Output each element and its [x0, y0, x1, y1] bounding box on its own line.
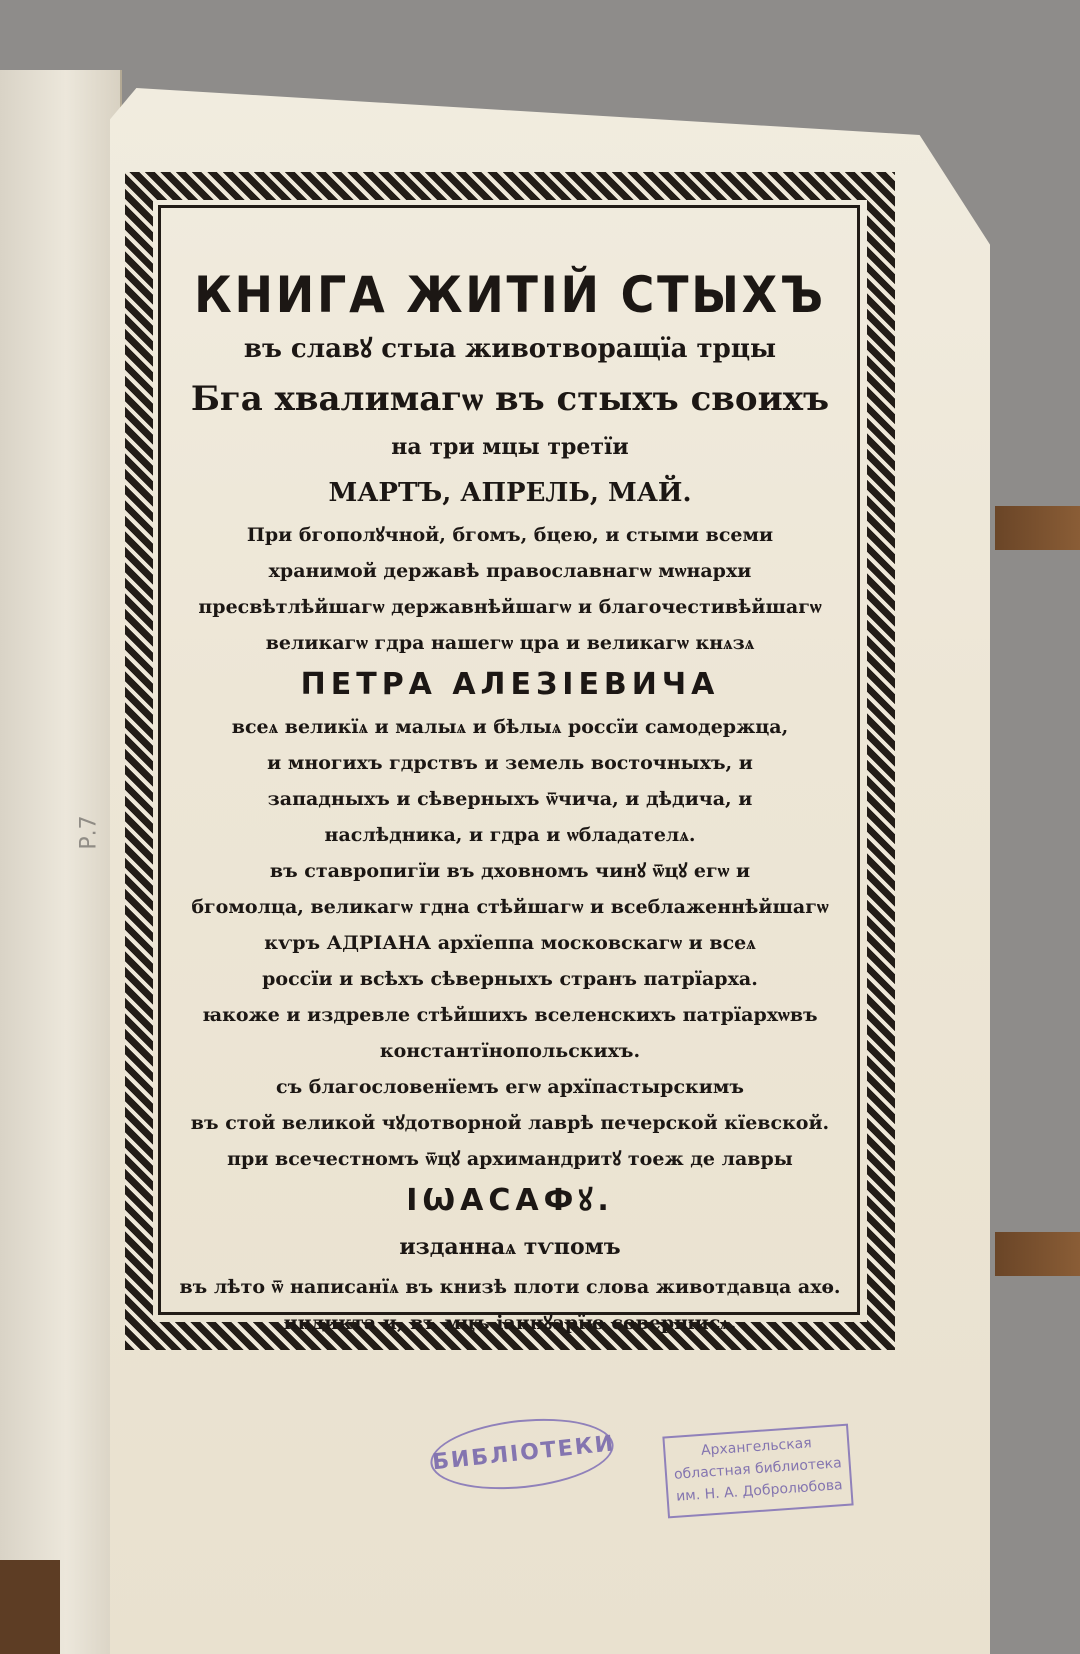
body-line: хранимой державѣ православнагѡ мѡнархи: [268, 560, 752, 582]
shelf-mark: Р.7: [76, 815, 102, 850]
date-line: въ лѣто ѿ написанїѧ въ книзѣ плоти слова животдавца ахѳ.: [179, 1276, 841, 1298]
subtitle-line: Бга хвалимагѡ въ стыхъ своихъ: [190, 379, 830, 419]
body-line: въ ставропигїи въ дховномъ чинꙋ ѿцꙋ егѡ и: [269, 860, 751, 882]
library-stamp: БИБЛІОТЕКИ: [427, 1411, 617, 1498]
dedication-line: въ славꙋ стыа животворащїа трцы: [243, 334, 777, 364]
clasp-strap-lower: [995, 1232, 1080, 1276]
stamp-line: Архангельская: [700, 1435, 813, 1459]
clasp-strap-upper: [995, 506, 1080, 550]
left-page: [0, 70, 122, 1654]
body-line: великагѡ гдра нашегѡ цра и великагѡ кнѧзѧ: [265, 632, 755, 654]
book-spine-bottom: [0, 1560, 60, 1654]
body-line: бгомолца, великагѡ гдна стѣйшагѡ и всеблаженнѣйшагѡ: [191, 896, 829, 918]
body-line: и многихъ гдрствъ и земель восточныхъ, и: [267, 752, 753, 774]
body-line: въ стой великой чꙋдотворной лаврѣ печерской кїевской.: [190, 1112, 830, 1134]
body-line: константїнопольскихъ.: [379, 1040, 641, 1062]
body-line: всеѧ великїѧ и малыѧ и бѣлыѧ россїи самодержца,: [231, 716, 789, 738]
body-line: при всечестномъ ѿцꙋ архимандритꙋ тоеж де лавры: [227, 1148, 793, 1170]
archangelsk-library-stamp: [662, 1424, 853, 1519]
months-heading: на три мцы третїи: [391, 434, 629, 460]
book-title: КНИГА ЖИТІЙ СТЫХЪ: [194, 266, 826, 324]
imprint-line: изданнаѧ тѵпомъ: [399, 1234, 621, 1260]
archimandrite-name: ІѠАСАФꙋ.: [406, 1183, 614, 1218]
body-line: При бгополꙋчной, бгомъ, бцею, и стыми всеми: [246, 524, 774, 546]
tsar-name: ПЕТРА АЛЕЗІЕВИЧА: [300, 667, 720, 702]
body-line: россїи и всѣхъ сѣверныхъ странъ патрїарха.: [262, 968, 758, 990]
stamp-line: им. Н. А. Добролюбова: [675, 1477, 844, 1505]
date-line: индикта и, въ мцъ іаннꙋарїю совершисѧ.: [283, 1312, 737, 1334]
body-line: пресвѣтлѣйшагѡ державнѣйшагѡ и благочестивѣйшагѡ: [198, 596, 822, 618]
body-line: ꙗкоже и издревле стѣйшихъ вселенскихъ патрїархѡвъ: [202, 1004, 818, 1026]
stamp-line: областная библиотека: [673, 1455, 843, 1483]
months-line: МАРТЪ, АПРЕЛЬ, МАЙ.: [328, 478, 692, 508]
body-line: западныхъ и сѣверныхъ ѿчича, и дѣдича, и: [267, 788, 753, 810]
body-line: съ благословенїемъ егѡ архїпастырскимъ: [276, 1076, 744, 1098]
body-line: наслѣдника, и гдра и ѡбладателѧ.: [324, 824, 696, 846]
title-text-block: [165, 265, 855, 1341]
patriarch-line: кѵръ АДРІАНА архїеппа московскагѡ и всеѧ: [264, 932, 756, 954]
